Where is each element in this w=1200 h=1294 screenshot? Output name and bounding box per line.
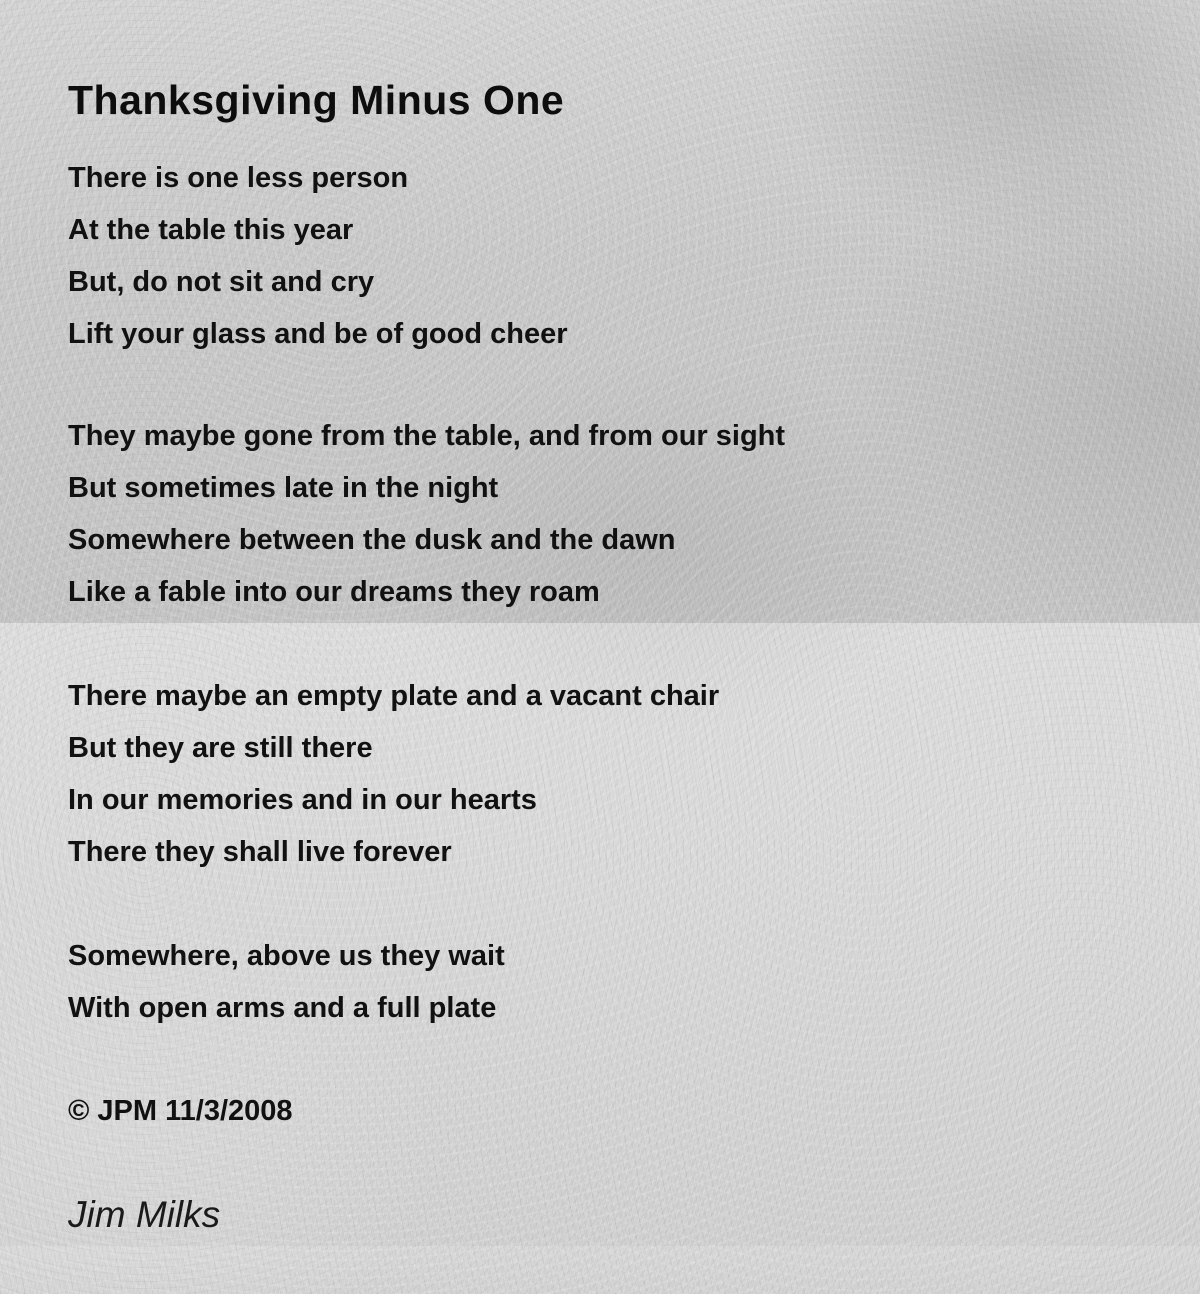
poem-stanza-4 — [68, 930, 505, 1034]
poem-line: Like a fable into our dreams they roam — [68, 576, 600, 608]
poem-line: But sometimes late in the night — [68, 472, 499, 504]
poem-line: But they are still there — [68, 732, 373, 764]
poem-line: At the table this year — [68, 214, 354, 246]
author-name: Jim Milks — [68, 1194, 221, 1235]
poem-stanza-2 — [68, 410, 785, 618]
poem-line: With open arms and a full plate — [68, 992, 497, 1024]
poem-line: Somewhere, above us they wait — [68, 940, 505, 972]
poem-line: There they shall live forever — [68, 836, 452, 868]
poem-line: They maybe gone from the table, and from our sight — [68, 420, 786, 452]
poem-line: Lift your glass and be of good cheer — [68, 318, 568, 350]
copyright-line: © JPM 11/3/2008 — [68, 1095, 293, 1127]
poem-line: There is one less person — [68, 162, 409, 194]
poem-line: There maybe an empty plate and a vacant chair — [68, 680, 720, 712]
poem-stanza-3 — [68, 670, 719, 878]
poem-line: Somewhere between the dusk and the dawn — [68, 524, 676, 556]
poem-line: In our memories and in our hearts — [68, 784, 537, 816]
poem-stanza-1 — [68, 152, 568, 360]
poem-line: But, do not sit and cry — [68, 266, 375, 298]
poem-title: Thanksgiving Minus One — [68, 77, 565, 124]
